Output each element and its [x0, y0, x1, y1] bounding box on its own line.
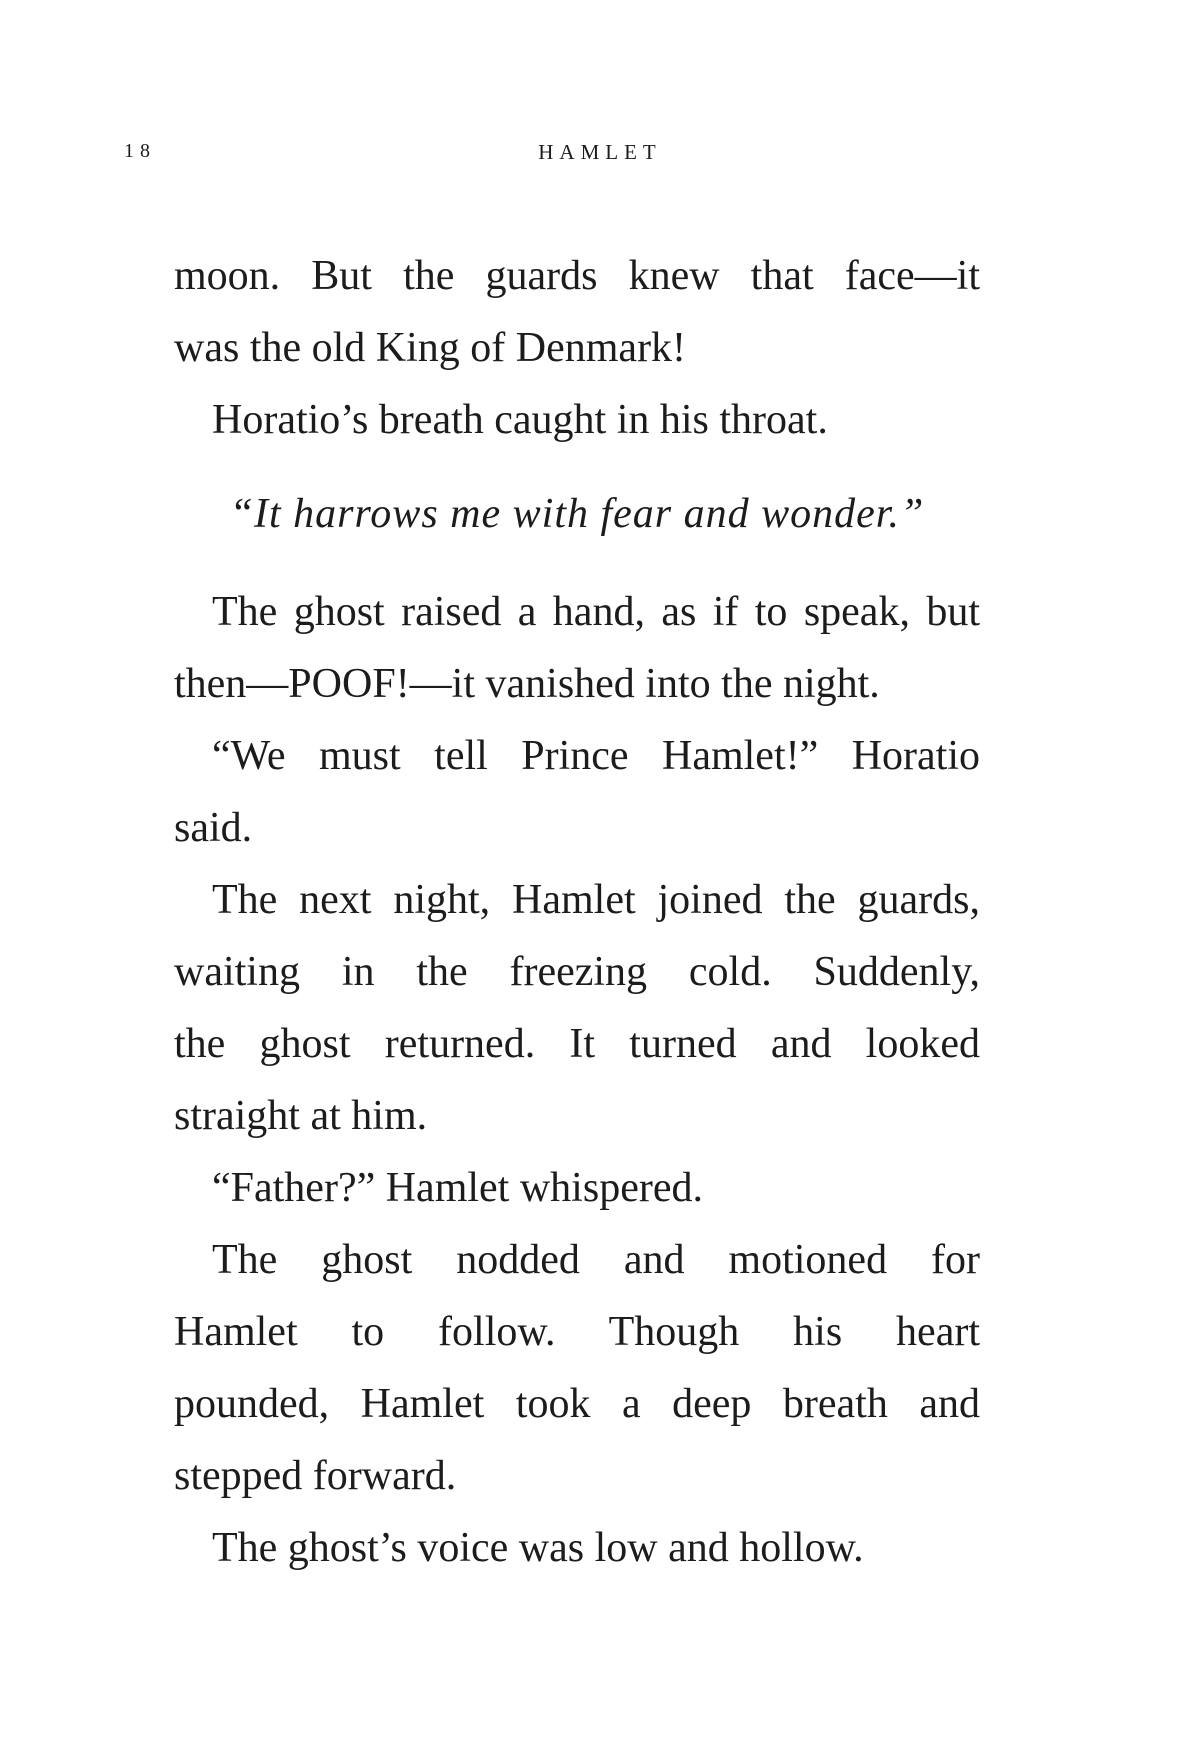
text-line: Horatio’s breath caught in his throat.	[212, 397, 828, 443]
text-line: “Father?” Hamlet whispered.	[212, 1165, 703, 1211]
text-line: The ghost’s voice was low and hollow.	[212, 1525, 864, 1571]
text-line: straight at him.	[174, 1093, 428, 1139]
text-line: pounded, Hamlet took a deep breath and	[174, 1381, 980, 1427]
text-line: “We must tell Prince Hamlet!” Horatio	[212, 733, 980, 779]
text-line: The next night, Hamlet joined the guards,	[212, 877, 980, 923]
text-line: Hamlet to follow. Though his heart	[174, 1309, 980, 1355]
text-line: moon. But the guards knew that face—it	[174, 253, 980, 299]
body-text	[174, 240, 980, 1584]
text-line: then—POOF!—it vanished into the night.	[174, 661, 880, 707]
text-line: waiting in the freezing cold. Suddenly,	[174, 949, 980, 995]
text-line: The ghost raised a hand, as if to speak, but	[212, 589, 980, 635]
running-title: HAMLET	[538, 140, 662, 164]
text-line: the ghost returned. It turned and looked	[174, 1021, 980, 1067]
text-line: stepped forward.	[174, 1453, 457, 1499]
quotation: “It harrows me with fear and wonder.”	[229, 491, 925, 537]
text-line: The ghost nodded and motioned for	[212, 1237, 980, 1283]
text-line: said.	[174, 805, 253, 851]
page-number: 18	[124, 140, 156, 162]
text-line: was the old King of Denmark!	[174, 325, 687, 371]
